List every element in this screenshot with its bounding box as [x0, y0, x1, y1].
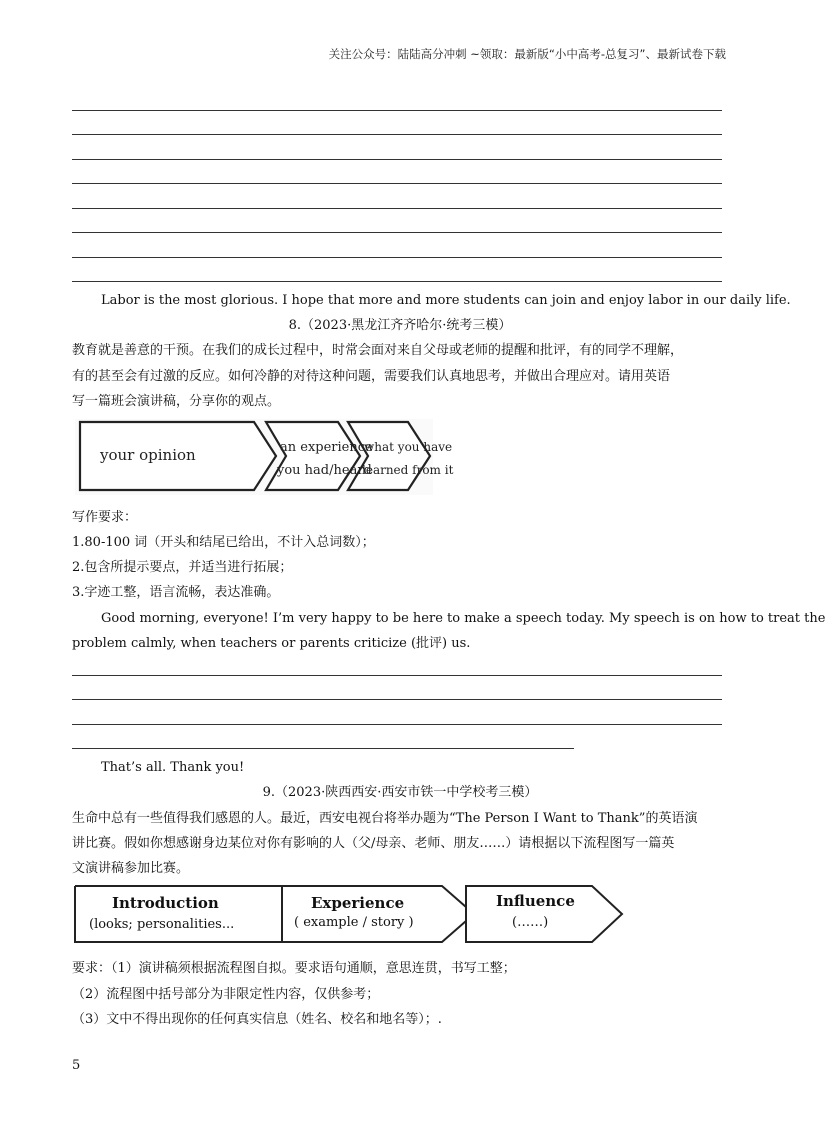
writing-line: [72, 232, 722, 233]
q8-prompt-line: 写一篇班会演讲稿，分享你的观点。: [72, 394, 281, 409]
q8-requirement: 2.包含所提示要点，并适当进行拓展；: [72, 560, 293, 575]
q8-opening-line: Good morning, everyone! I’m very happy to be here to make a speech today. My speech is on how to treat the: [101, 611, 825, 626]
page-number: 5: [72, 1058, 81, 1073]
q9-prompt-line: 文演讲稿参加比赛。: [72, 861, 190, 876]
writing-line: [72, 724, 722, 725]
writing-line: [72, 208, 722, 209]
writing-line: [72, 281, 722, 282]
writing-line: [72, 257, 722, 258]
q9-flow-title-introduction: Introduction: [112, 894, 219, 912]
q8-flow-diagram: [72, 416, 454, 498]
page-header: 关注公众号：陆陆高分冲刺 ~领取：最新版“小中高考-总复习”、最新试卷下载: [328, 47, 726, 61]
q8-opening-line: problem calmly, when teachers or parents criticize (批评) us.: [72, 636, 471, 651]
q8-flow-label-opinion: your opinion: [100, 446, 196, 464]
q9-title: 9.（2023·陕西西安·西安市铁一中学校考三模）: [262, 785, 538, 800]
q9-flow-sub-introduction: (looks; personalities...: [89, 917, 235, 932]
q9-requirement: （3）文中不得出现你的任何真实信息（姓名、校名和地名等）；.: [72, 1012, 442, 1027]
writing-line: [72, 183, 722, 184]
writing-line: [72, 748, 574, 749]
writing-line: [72, 699, 722, 700]
q8-flow-label-learned-1: what you have: [364, 440, 453, 454]
q7-closing-sentence: Labor is the most glorious. I hope that more and more students can join and enjoy labor in our daily life.: [101, 293, 791, 308]
writing-line: [72, 675, 722, 676]
q8-flow-label-experience-2: you had/heard: [277, 463, 372, 478]
q8-prompt-line: 教育就是善意的干预。在我们的成长过程中，时常会面对来自父母或老师的提醒和批评，有的同学不理解，: [72, 343, 684, 358]
q8-flow-label-learned-2: learned from it: [362, 463, 454, 477]
q9-flow-sub-influence: (……): [512, 915, 549, 930]
writing-line: [72, 159, 722, 160]
q8-requirements-title: 写作要求：: [72, 510, 138, 525]
q9-flow-sub-experience: ( example / story ): [294, 915, 414, 930]
q9-prompt-line: 生命中总有一些值得我们感恩的人。最近，西安电视台将举办题为“The Person I Want to Thank”的英语演: [72, 811, 698, 826]
q9-flow-diagram: [72, 882, 628, 948]
q8-flow-label-experience-1: an experience: [280, 440, 373, 455]
q9-requirement: 要求：（1）演讲稿须根据流程图自拟。要求语句通顺，意思连贯，书写工整；: [72, 961, 516, 976]
q9-flow-title-experience: Experience: [311, 894, 405, 912]
q9-prompt-line: 讲比赛。假如你想感谢身边某位对你有影响的人（父/母亲、老师、朋友……）请根据以下流程图写一篇英: [72, 836, 675, 851]
q8-title: 8.（2023·黑龙江齐齐哈尔·统考三模）: [288, 318, 512, 333]
q8-requirement: 1.80-100 词（开头和结尾已给出，不计入总词数）；: [72, 535, 375, 550]
writing-line: [72, 134, 722, 135]
q9-requirement: （2）流程图中括号部分为非限定性内容，仅供参考；: [72, 987, 380, 1002]
q8-requirement: 3.字迹工整，语言流畅，表达准确。: [72, 585, 280, 600]
writing-line: [72, 110, 722, 111]
q8-closing-sentence: That’s all. Thank you!: [101, 760, 245, 775]
q8-prompt-line: 有的甚至会有过激的反应。如何冷静的对待这种问题，需要我们认真地思考，并做出合理应对。请用英语: [72, 369, 671, 384]
q9-flow-title-influence: Influence: [496, 892, 575, 910]
